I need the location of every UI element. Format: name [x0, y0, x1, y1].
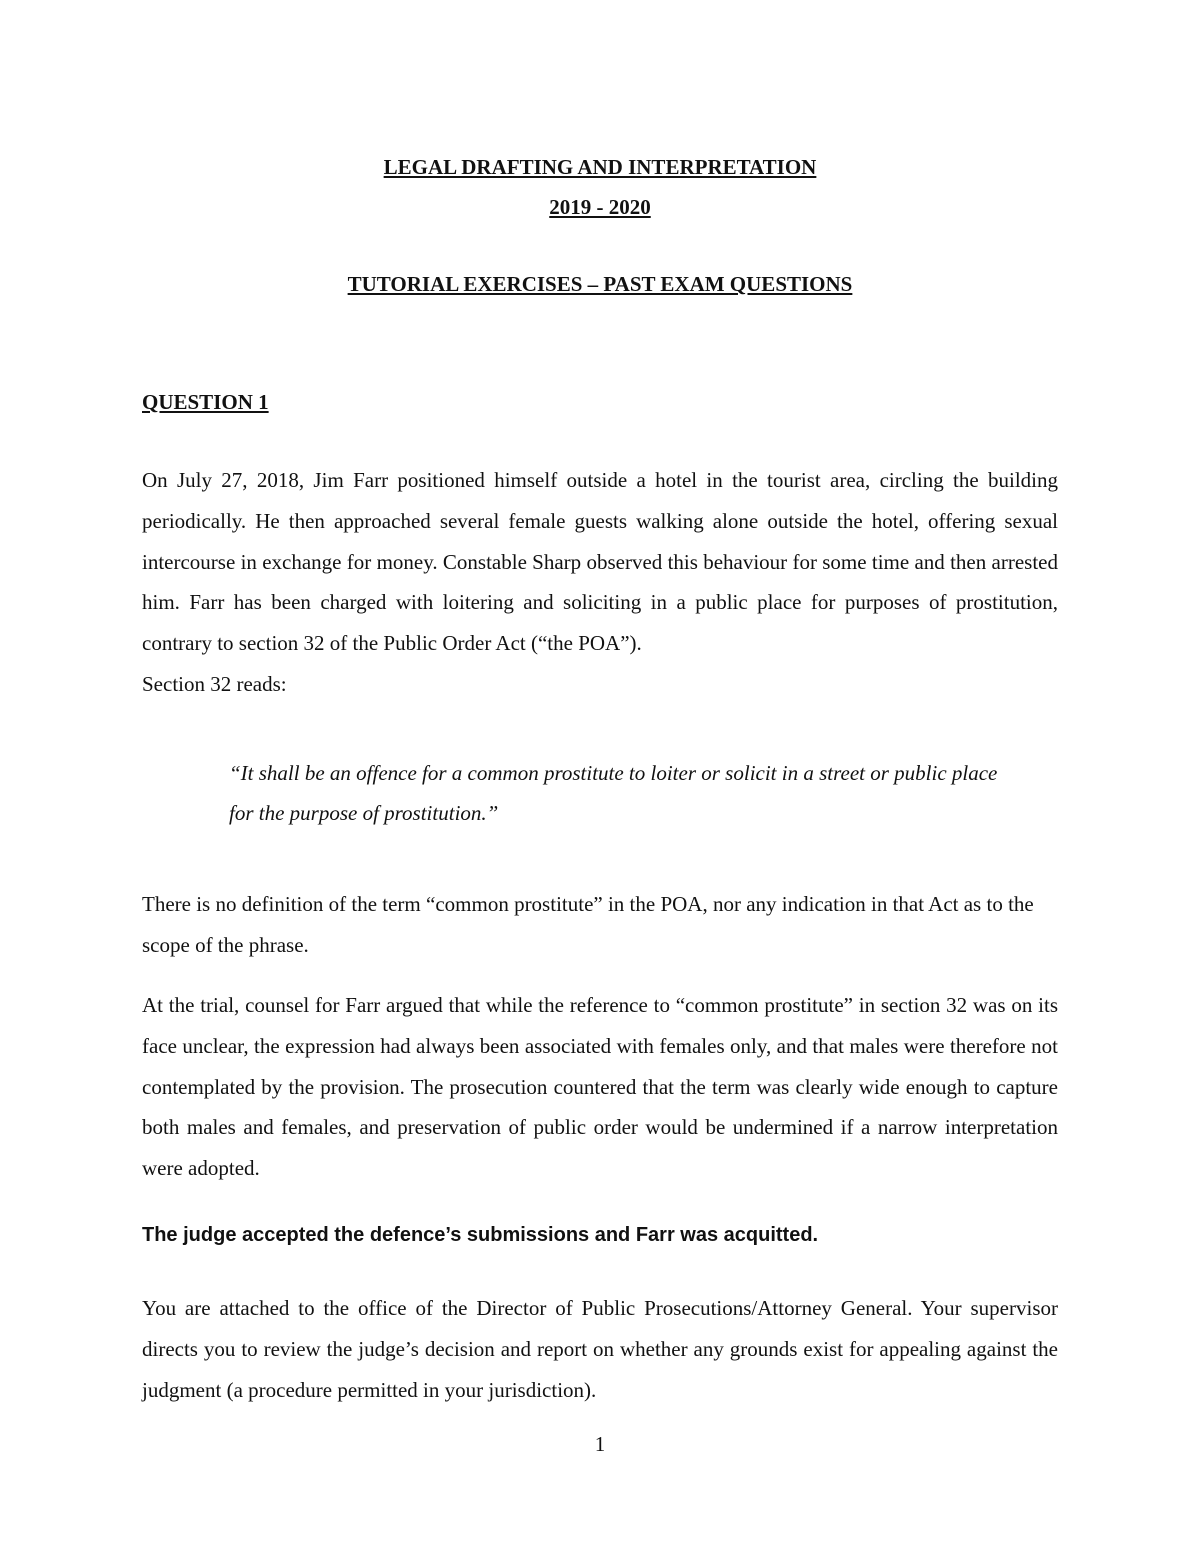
- task-paragraph: You are attached to the office of the Director of Public Prosecutions/Attorney General. Your supervisor directs you to review the judge’s decision and report on whether any grounds exist for appealing against the judgment (a procedure permitted in your jurisdiction).: [142, 1296, 1058, 1402]
- definition-paragraph: There is no definition of the term “common prostitute” in the POA, nor any indication in that Act as to the scope of the phrase.: [142, 892, 1034, 957]
- page-number: 1: [594, 1432, 606, 1456]
- document-title: LEGAL DRAFTING AND INTERPRETATION: [383, 155, 817, 179]
- facts-paragraph: On July 27, 2018, Jim Farr positioned himself outside a hotel in the tourist area, circling the building periodically. He then approached several female guests walking alone outside the hotel, offering sexual intercourse in exchange for money. Constable Sharp observed this behaviour for some time and then arrested him. Farr has been charged with loitering and soliciting in a public place for purposes of prostitution, contrary to section 32 of the Public Order Act (“the POA”).: [142, 468, 1058, 656]
- document-subtitle: TUTORIAL EXERCISES – PAST EXAM QUESTIONS: [347, 272, 853, 296]
- question-heading: QUESTION 1: [142, 390, 269, 414]
- outcome-statement: The judge accepted the defence’s submissions and Farr was acquitted.: [142, 1224, 819, 1246]
- section-intro: Section 32 reads:: [142, 672, 287, 696]
- trial-paragraph: At the trial, counsel for Farr argued that while the reference to “common prostitute” in section 32 was on its face unclear, the expression had always been associated with females only, and that males were therefore not contemplated by the provision. The prosecution countered that the term was clearly wide enough to capture both males and females, and preservation of public order would be undermined if a narrow interpretation were adopted.: [142, 993, 1058, 1181]
- statute-quote: “It shall be an offence for a common prostitute to loiter or solicit in a street or public place for the purpose of prostitution.”: [229, 761, 998, 825]
- academic-year: 2019 - 2020: [549, 195, 651, 219]
